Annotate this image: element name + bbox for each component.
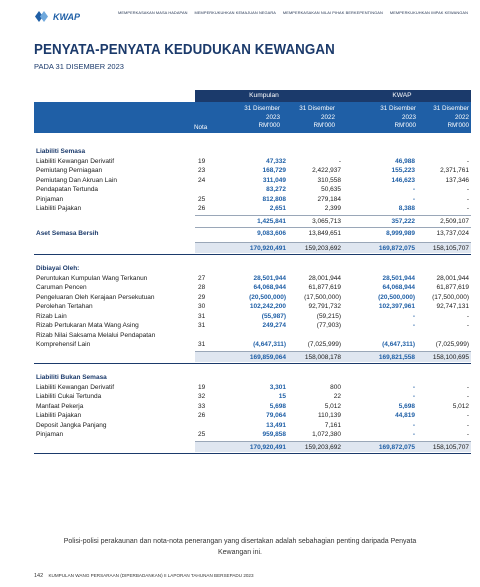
kumpulan-2022: (59,215) <box>316 312 341 320</box>
kwap-2023: - <box>412 195 415 203</box>
kumpulan-2022: 2,399 <box>324 205 341 212</box>
logo-text: KWAP <box>53 11 80 22</box>
col-4-header <box>433 105 469 131</box>
row-note: 26 <box>198 205 206 212</box>
kumpulan-2023: (55,987) <box>261 312 286 320</box>
kwap-2023: - <box>412 431 415 438</box>
kumpulan-2023: 5,698 <box>269 402 286 410</box>
kwap-2023: 357,222 <box>391 217 415 225</box>
kumpulan-2022: 5,012 <box>324 402 341 410</box>
kumpulan-2022: 1,072,380 <box>312 431 341 438</box>
slogan-3: MEMPERKASAKAN NILAI PIHAK BERKEPENTINGAN <box>282 10 383 15</box>
row-note: 31 <box>198 312 206 320</box>
footer-text: KUMPULAN WANG PERSARAAN (DIPERBADANKAN) II LAPORAN TAHUNAN BERSEPADU 2023 <box>48 573 254 578</box>
slogan-1: MEMPERKASAKAN MASA HADAPAN <box>118 10 188 15</box>
row-note: 27 <box>198 274 206 282</box>
kumpulan-2022: - <box>338 157 341 165</box>
col-4-line-1: 31 Disember <box>433 105 469 112</box>
kwap-2023: - <box>412 312 415 320</box>
section-divider <box>34 254 471 255</box>
kwap-2023: (4,647,311) <box>382 341 415 348</box>
row-label: Rizab Pertukaran Mata Wang Asing <box>36 322 139 329</box>
table-row <box>34 302 471 312</box>
table-row <box>34 204 471 214</box>
table-row <box>34 185 471 195</box>
row-note: 31 <box>198 322 206 329</box>
kumpulan-2022: 22 <box>333 393 341 400</box>
row-label: Perolehan Tertahan <box>36 303 93 310</box>
kwap-2022: 137,346 <box>445 176 469 184</box>
kumpulan-2023: 249,274 <box>262 322 286 329</box>
kumpulan-2023: (4,647,311) <box>253 341 286 348</box>
row-note: 25 <box>198 431 206 438</box>
kwap-2022: - <box>466 383 469 391</box>
section-title-text: Liabiliti Semasa <box>36 148 86 155</box>
kumpulan-2023: 28,501,944 <box>253 274 286 282</box>
kumpulan-2022: 279,184 <box>317 195 341 203</box>
slogan-bar <box>118 10 468 15</box>
kwap-2023: - <box>412 421 415 429</box>
kwap-2022: 158,105,707 <box>432 244 469 252</box>
table-row <box>34 421 471 431</box>
row-note: 30 <box>198 303 206 310</box>
total-row <box>34 443 471 453</box>
kwap-2023: - <box>412 393 415 400</box>
table-row <box>34 293 471 303</box>
table-row <box>34 383 471 393</box>
subtotal-row <box>34 217 471 227</box>
kumpulan-2022: (7,025,999) <box>307 341 341 348</box>
total-rule <box>195 215 471 216</box>
kwap-2023: 102,397,961 <box>378 303 415 310</box>
col-3-line-1: 31 Disember <box>380 105 416 112</box>
section-title-text: Liabiliti Bukan Semasa <box>36 374 107 381</box>
kumpulan-2023: 3,301 <box>269 383 286 391</box>
kwap-2023: 46,988 <box>395 157 415 165</box>
table-row <box>34 195 471 205</box>
kumpulan-2022: 2,422,937 <box>312 167 341 174</box>
row-label: Rizab Lain <box>36 312 67 320</box>
kumpulan-2023: 959,858 <box>262 431 286 438</box>
row-note: 26 <box>198 412 206 419</box>
kumpulan-2023: 2,651 <box>269 205 286 212</box>
kwap-2023: 8,388 <box>398 205 415 212</box>
kumpulan-2022: 3,065,713 <box>312 217 341 225</box>
col-nota: Nota <box>194 124 208 131</box>
kumpulan-2022: 50,635 <box>321 186 341 193</box>
row-label: Manfaat Pekerja <box>36 402 84 410</box>
kwap-2022: - <box>466 412 469 419</box>
kumpulan-2023: 79,064 <box>266 412 286 419</box>
col-1-header <box>244 105 280 131</box>
kumpulan-2023: 170,920,491 <box>249 244 286 252</box>
kwap-2022: - <box>466 157 469 165</box>
row-label: Caruman Pencen <box>36 284 87 291</box>
kwap-2022: - <box>466 312 469 320</box>
group-kumpulan: Kumpulan <box>249 91 279 99</box>
section-title <box>34 373 471 383</box>
kwap-2023: 28,501,944 <box>382 274 415 282</box>
kumpulan-2023: 168,729 <box>262 167 286 174</box>
row-label: Liabiliti Pajakan <box>36 412 82 419</box>
col-3-line-2: 2023 <box>401 113 416 121</box>
kwap-2022: 158,105,707 <box>432 443 469 451</box>
row-label: Liabiliti Cukai Tertunda <box>36 393 102 400</box>
row-note: 24 <box>198 176 206 184</box>
kwap-2022: - <box>466 393 469 400</box>
kwap-2022: - <box>466 322 469 329</box>
col-1-line-1: 31 Disember <box>244 105 280 112</box>
kumpulan-2023: 169,859,064 <box>249 353 286 361</box>
table-row <box>34 331 471 341</box>
kwap-2023: 64,068,944 <box>382 284 415 291</box>
table-row <box>34 176 471 186</box>
kwap-2022: - <box>466 195 469 203</box>
kwap-2023: (20,500,000) <box>378 293 415 301</box>
kwap-2022: 2,509,107 <box>440 217 469 225</box>
row-note: 32 <box>198 393 206 400</box>
page-title: PENYATA-PENYATA KEDUDUKAN KEWANGAN <box>34 42 335 58</box>
top-bar <box>0 0 480 36</box>
kumpulan-2022: (77,903) <box>316 322 341 329</box>
kwap-2023: 8,999,989 <box>386 230 415 237</box>
kwap-2022: 5,012 <box>452 402 469 410</box>
kumpulan-2022: 800 <box>330 383 341 391</box>
row-note: 23 <box>198 167 206 174</box>
kumpulan-2023: 47,332 <box>266 157 286 165</box>
kwap-2022: - <box>466 186 469 193</box>
kwap-2022: 13,737,024 <box>436 230 469 237</box>
kwap-2022: 61,877,619 <box>436 284 469 291</box>
col-3-line-3: RM'000 <box>394 122 416 129</box>
kumpulan-2023: 13,491 <box>266 421 286 429</box>
kwap-2023: 155,223 <box>391 167 415 174</box>
col-1-line-2: 2023 <box>265 113 280 121</box>
table-row <box>34 430 471 440</box>
kumpulan-2022: 158,008,178 <box>304 353 341 361</box>
kumpulan-2023: 83,272 <box>266 186 286 193</box>
kumpulan-2023: 64,068,944 <box>253 284 286 291</box>
table-row <box>34 166 471 176</box>
kwap-2023: - <box>412 186 415 193</box>
net-current-assets-row <box>34 229 471 239</box>
section-title <box>34 147 471 157</box>
row-note: 25 <box>198 195 206 203</box>
page-footer <box>34 573 254 579</box>
kumpulan-2022: 61,877,619 <box>308 284 341 291</box>
kumpulan-2022: 159,203,692 <box>304 443 341 451</box>
section-divider <box>34 363 471 364</box>
kumpulan-2023: 311,049 <box>262 176 286 184</box>
kumpulan-2023: 102,242,200 <box>249 303 286 310</box>
kwap-2023: 169,821,558 <box>378 353 415 361</box>
col-2-line-2: 2022 <box>320 113 335 121</box>
kwap-2023: 146,623 <box>391 176 415 184</box>
table-row <box>34 157 471 167</box>
row-note: 28 <box>198 284 206 291</box>
row-label: Pemiutang Perniagaan <box>36 167 103 174</box>
kumpulan-2023: 1,425,841 <box>257 217 286 225</box>
kwap-logo <box>34 10 80 23</box>
kumpulan-2023: 170,920,491 <box>249 443 286 451</box>
footnote: Polisi-polisi perakaunan dan nota-nota penerangan yang disertakan adalah sebahagian penting daripada Penyata Kewangan ini. <box>63 538 417 556</box>
total-row <box>34 353 471 363</box>
group-kwap: KWAP <box>392 91 412 99</box>
kwap-2022: - <box>466 205 469 212</box>
kwap-2022: 2,371,761 <box>440 167 469 174</box>
slogan-2: MEMPERKUKUHKAN KEMAJUAN NEGARA <box>194 10 276 15</box>
kwap-2022: 92,747,131 <box>436 303 469 310</box>
total-row <box>34 244 471 254</box>
kwap-logo-icon <box>34 10 50 23</box>
kumpulan-2023: 9,083,606 <box>257 230 286 237</box>
kumpulan-2022: 110,139 <box>317 412 341 419</box>
row-note: 19 <box>198 157 206 165</box>
section-title-text: Dibiayai Oleh: <box>36 265 80 272</box>
kumpulan-2022: (17,500,000) <box>304 293 341 301</box>
kwap-2022: - <box>466 431 469 438</box>
row-label: Pinjaman <box>36 431 64 438</box>
kwap-2022: (17,500,000) <box>432 293 469 301</box>
table-row <box>34 402 471 412</box>
row-label: Rizab Nilai Saksama Melalui Pendapatan <box>36 331 156 339</box>
section-title <box>34 264 471 274</box>
kwap-2022: (7,025,999) <box>435 341 469 348</box>
kwap-2023: - <box>412 322 415 329</box>
col-4-line-2: 2022 <box>454 113 469 121</box>
row-label: Pendapatan Tertunda <box>36 186 99 193</box>
row-label: Liabiliti Pajakan <box>36 205 82 212</box>
row-label: Pinjaman <box>36 195 64 203</box>
kwap-2023: 169,872,075 <box>378 244 415 252</box>
kumpulan-2022: 7,161 <box>324 421 341 429</box>
table-row <box>34 340 471 350</box>
kumpulan-2022: 310,558 <box>317 176 341 184</box>
row-label: Pemiutang Dan Akruan Lain <box>36 176 117 184</box>
kumpulan-2022: 92,791,732 <box>308 303 341 310</box>
section-divider <box>34 453 471 454</box>
row-note: 19 <box>198 383 206 391</box>
table-row <box>34 321 471 331</box>
kwap-2022: - <box>466 421 469 429</box>
row-note: 33 <box>198 402 206 410</box>
col-1-line-3: RM'000 <box>258 122 280 129</box>
kumpulan-2023: (20,500,000) <box>249 293 286 301</box>
kumpulan-2023: 15 <box>278 393 286 400</box>
row-note: 29 <box>198 293 206 301</box>
row-note: 31 <box>198 341 206 348</box>
total-rule <box>195 227 471 228</box>
page-number: 142 <box>34 573 44 579</box>
kwap-2023: - <box>412 383 415 391</box>
table-row <box>34 274 471 284</box>
table-row <box>34 392 471 402</box>
col-3-header <box>380 105 416 131</box>
row-label: Pengeluaran Oleh Kerajaan Persekutuan <box>36 293 155 301</box>
row-label: Liabiliti Kewangan Derivatif <box>36 383 115 391</box>
col-2-header <box>299 105 335 131</box>
kwap-2023: 44,819 <box>395 412 415 419</box>
table-row <box>34 312 471 322</box>
page-subtitle: PADA 31 DISEMBER 2023 <box>34 62 124 71</box>
row-label: Aset Semasa Bersih <box>36 230 99 237</box>
table-row <box>34 283 471 293</box>
table-row <box>34 411 471 421</box>
col-2-line-1: 31 Disember <box>299 105 335 112</box>
kwap-2023: 169,872,075 <box>378 443 415 451</box>
kumpulan-2022: 13,849,651 <box>308 230 341 237</box>
row-label: Komprehensif Lain <box>36 341 91 348</box>
kumpulan-2022: 28,001,944 <box>308 274 341 282</box>
col-4-line-3: RM'000 <box>447 122 469 129</box>
kwap-2023: 5,698 <box>398 402 415 410</box>
kumpulan-2023: 812,808 <box>262 195 286 203</box>
kumpulan-2022: 159,203,692 <box>304 244 341 252</box>
row-label: Liabiliti Kewangan Derivatif <box>36 157 115 165</box>
row-label: Peruntukan Kumpulan Wang Terkanun <box>36 274 148 282</box>
row-label: Deposit Jangka Panjang <box>36 421 107 429</box>
col-2-line-3: RM'000 <box>313 122 335 129</box>
slogan-4: MEMPERKUKUHKAN IMPAK KEWANGAN <box>389 10 468 15</box>
kwap-2022: 158,100,695 <box>432 353 469 361</box>
kwap-2022: 28,001,944 <box>436 274 469 282</box>
